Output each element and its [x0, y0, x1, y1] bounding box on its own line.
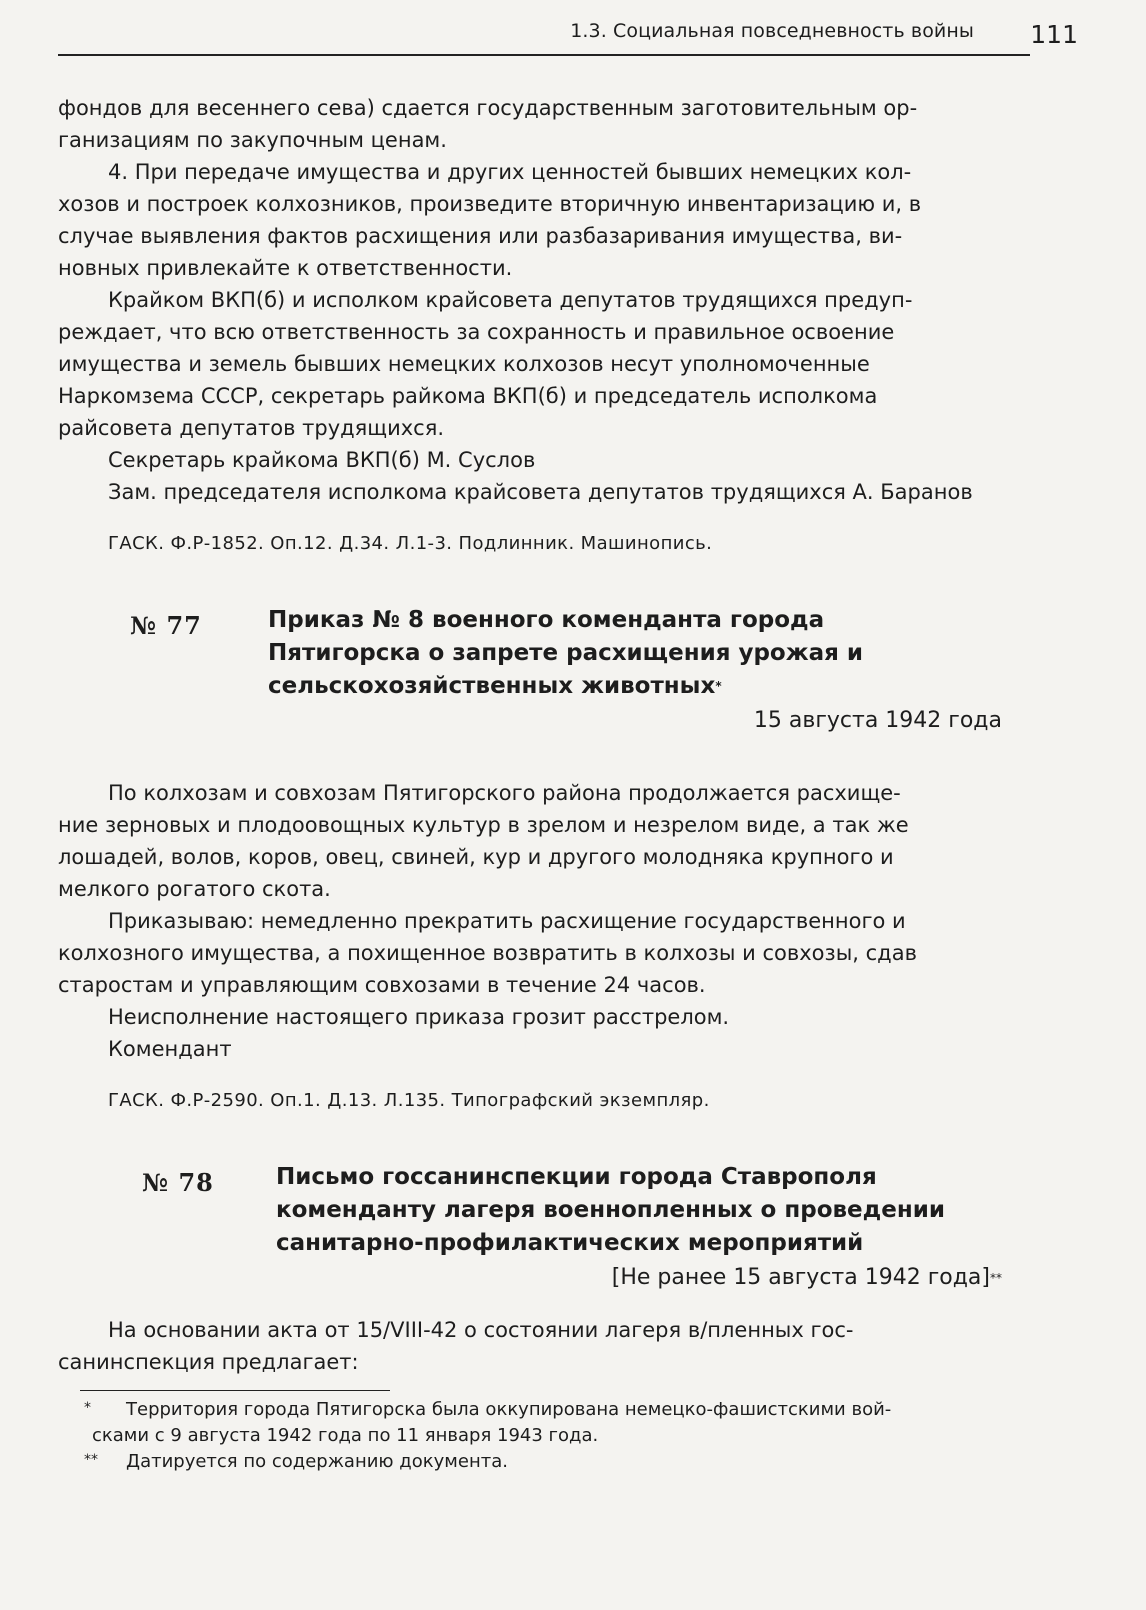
footnote-line: Территория города Пятигорска была оккупирована немецко-фашистскими вой- [126, 1399, 892, 1420]
document-title [268, 604, 1018, 703]
text-line: случае выявления фактов расхищения или разбазаривания имущества, ви- [58, 224, 903, 248]
text-line: ние зерновых и плодоовощных культур в зрелом и незрелом виде, а так же [58, 813, 909, 837]
text-line: реждает, что всю ответственность за сохранность и правильное освоение [58, 320, 895, 344]
document-number: № 77 [130, 611, 202, 640]
text-line: ганизациям по закупочным ценам. [58, 128, 447, 152]
title-line: санитарно-профилактических мероприятий [276, 1230, 864, 1256]
main-text [58, 92, 1018, 1378]
footnote-ref: * [715, 679, 722, 693]
text-line: райсовета депутатов трудящихся. [58, 416, 444, 440]
footnote-mark: * [84, 1400, 91, 1416]
footnote [80, 1449, 1030, 1475]
text-line: хозов и построек колхозников, произведите вторичную инвентаризацию и, в [58, 192, 922, 216]
text-line: старостам и управляющим совхозами в течение 24 часов. [58, 973, 706, 997]
footnotes [80, 1390, 1030, 1475]
footnote-rule [80, 1390, 390, 1391]
paragraph [58, 905, 1018, 1001]
document-title [276, 1161, 1018, 1260]
title-line: коменданту лагеря военнопленных о проведении [276, 1197, 945, 1223]
text-line: На основании акта от 15/VIII-42 о состоянии лагеря в/пленных гос- [108, 1318, 854, 1342]
text-line: По колхозам и совхозам Пятигорского района продолжается расхище- [108, 781, 901, 805]
text-line: санинспекция предлагает: [58, 1350, 359, 1374]
text-line: новных привлекайте к ответственности. [58, 256, 513, 280]
signature: Зам. председателя исполкома крайсовета депутатов трудящихся А. Баранов [108, 480, 973, 504]
footnote-ref: ** [990, 1271, 1002, 1285]
text-line: фондов для весеннего сева) сдается государственным заготовительным ор- [58, 96, 918, 120]
text-line: лошадей, волов, коров, овец, свиней, кур и другого молодняка крупного и [58, 845, 894, 869]
document-number: № 78 [142, 1168, 214, 1197]
text-line: мелкого рогатого скота. [58, 877, 331, 901]
text-line: имущества и земель бывших немецких колхозов несут уполномоченные [58, 352, 870, 376]
text-line: Приказываю: немедленно прекратить расхищение государственного и [108, 909, 906, 933]
footnote [80, 1397, 1030, 1449]
footnote-line: сками с 9 августа 1942 года по 11 января 1943 года. [92, 1425, 599, 1446]
signature: Комендант [108, 1037, 232, 1061]
document-heading-78 [58, 1161, 1018, 1294]
document-date: [Не ранее 15 августа 1942 года]** [611, 1265, 1002, 1290]
document-date: 15 августа 1942 года [753, 708, 1002, 733]
paragraph: Неисполнение настоящего приказа грозит расстрелом. [108, 1005, 730, 1029]
text-line: Наркомзема СССР, секретарь райкома ВКП(б) и председатель исполкома [58, 384, 878, 408]
document-heading-77 [58, 604, 1018, 737]
title-line: Приказ № 8 военного коменданта города [268, 607, 825, 633]
text-line: колхозного имущества, а похищенное возвратить в колхозы и совхозы, сдав [58, 941, 917, 965]
paragraph [58, 92, 1018, 156]
archive-source: ГАСК. Ф.Р-1852. Оп.12. Д.34. Л.1-3. Подлинник. Машинопись. [108, 533, 713, 554]
footnote-line: Датируется по содержанию документа. [126, 1451, 508, 1472]
footnote-mark: ** [84, 1452, 98, 1468]
text-line: 4. При передаче имущества и других ценностей бывших немецких кол- [108, 160, 912, 184]
section-title: 1.3. Социальная повседневность войны [570, 20, 974, 42]
paragraph [58, 156, 1018, 284]
running-header [58, 8, 1078, 56]
signature: Секретарь крайкома ВКП(б) М. Суслов [108, 448, 536, 472]
paragraph [58, 284, 1018, 444]
title-line: сельскохозяйственных животных [268, 673, 716, 699]
text-line: Крайком ВКП(б) и исполком крайсовета депутатов трудящихся предуп- [108, 288, 913, 312]
title-line: Пятигорска о запрете расхищения урожая и [268, 640, 864, 666]
page-number: 111 [1030, 20, 1078, 49]
paragraph [58, 1314, 1018, 1378]
archive-source: ГАСК. Ф.Р-2590. Оп.1. Д.13. Л.135. Типографский экземпляр. [108, 1090, 710, 1111]
title-line: Письмо госсанинспекции города Ставрополя [276, 1164, 877, 1190]
paragraph [58, 777, 1018, 905]
